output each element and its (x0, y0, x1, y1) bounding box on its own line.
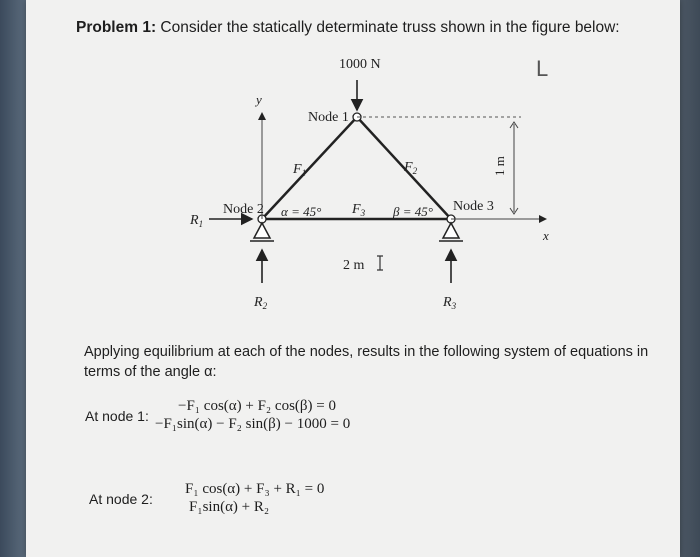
problem-label: Problem 1: (76, 19, 157, 36)
node2-equation-1: F₁ cos(α) + F₃ + R₁ = 0 (185, 481, 325, 497)
svg-text:R3 (442, 295, 457, 311)
r1-label: R (190, 213, 199, 228)
y-axis-label: y (256, 92, 262, 107)
node1-equation-1: −F₁ cos(α) + F₂ cos(β) = 0 (178, 398, 336, 414)
load-label: 1000 N (339, 57, 381, 72)
r1-subscript: 1 (198, 219, 204, 229)
node2-label: Node 2 (223, 202, 264, 217)
f2-label: F (404, 160, 413, 175)
r3-subscript: 3 (451, 301, 457, 311)
f1-label: F (293, 162, 302, 177)
f3-subscript: 3 (360, 208, 366, 218)
r2-label: R (254, 295, 263, 310)
truss-figure (26, 0, 680, 340)
f3-label: F (352, 202, 361, 217)
support-node2 (254, 223, 270, 238)
svg-text:R1 (189, 213, 203, 229)
svg-text:F2 (403, 160, 418, 176)
svg-text:F1 (292, 162, 306, 178)
svg-text:R2 (253, 295, 268, 311)
node1-label: Node 1 (308, 110, 349, 125)
span-label: 2 m (343, 258, 365, 273)
svg-text:F3 (351, 202, 366, 218)
problem-text: Consider the statically determinate truss shown in the figure below: (156, 19, 620, 36)
node3-label: Node 3 (453, 199, 494, 214)
r3-label: R (443, 295, 452, 310)
support-node3 (443, 223, 459, 238)
alpha-label: α = 45° (281, 204, 322, 219)
node2-equations-label: At node 2: (89, 491, 153, 507)
beta-label: β = 45° (393, 204, 433, 219)
equilibrium-paragraph: Applying equilibrium at each of the nodes, results in the following system of equations in terms of the angle α: (84, 344, 649, 380)
height-label: 1 m (492, 156, 507, 176)
f1-subscript: 1 (301, 168, 307, 178)
f2-subscript: 2 (412, 166, 418, 176)
document-page (26, 0, 680, 557)
text-cursor-icon (377, 256, 383, 270)
x-axis-label: x (543, 228, 549, 243)
handwritten-mark: L (536, 56, 549, 81)
node1-equation-2: −F₁sin(α) − F₂ sin(β) − 1000 = 0 (155, 416, 351, 432)
node2-equation-2: F₁sin(α) + R₂ (189, 499, 270, 515)
r2-subscript: 2 (262, 301, 268, 311)
node1-equations-label: At node 1: (85, 408, 149, 424)
